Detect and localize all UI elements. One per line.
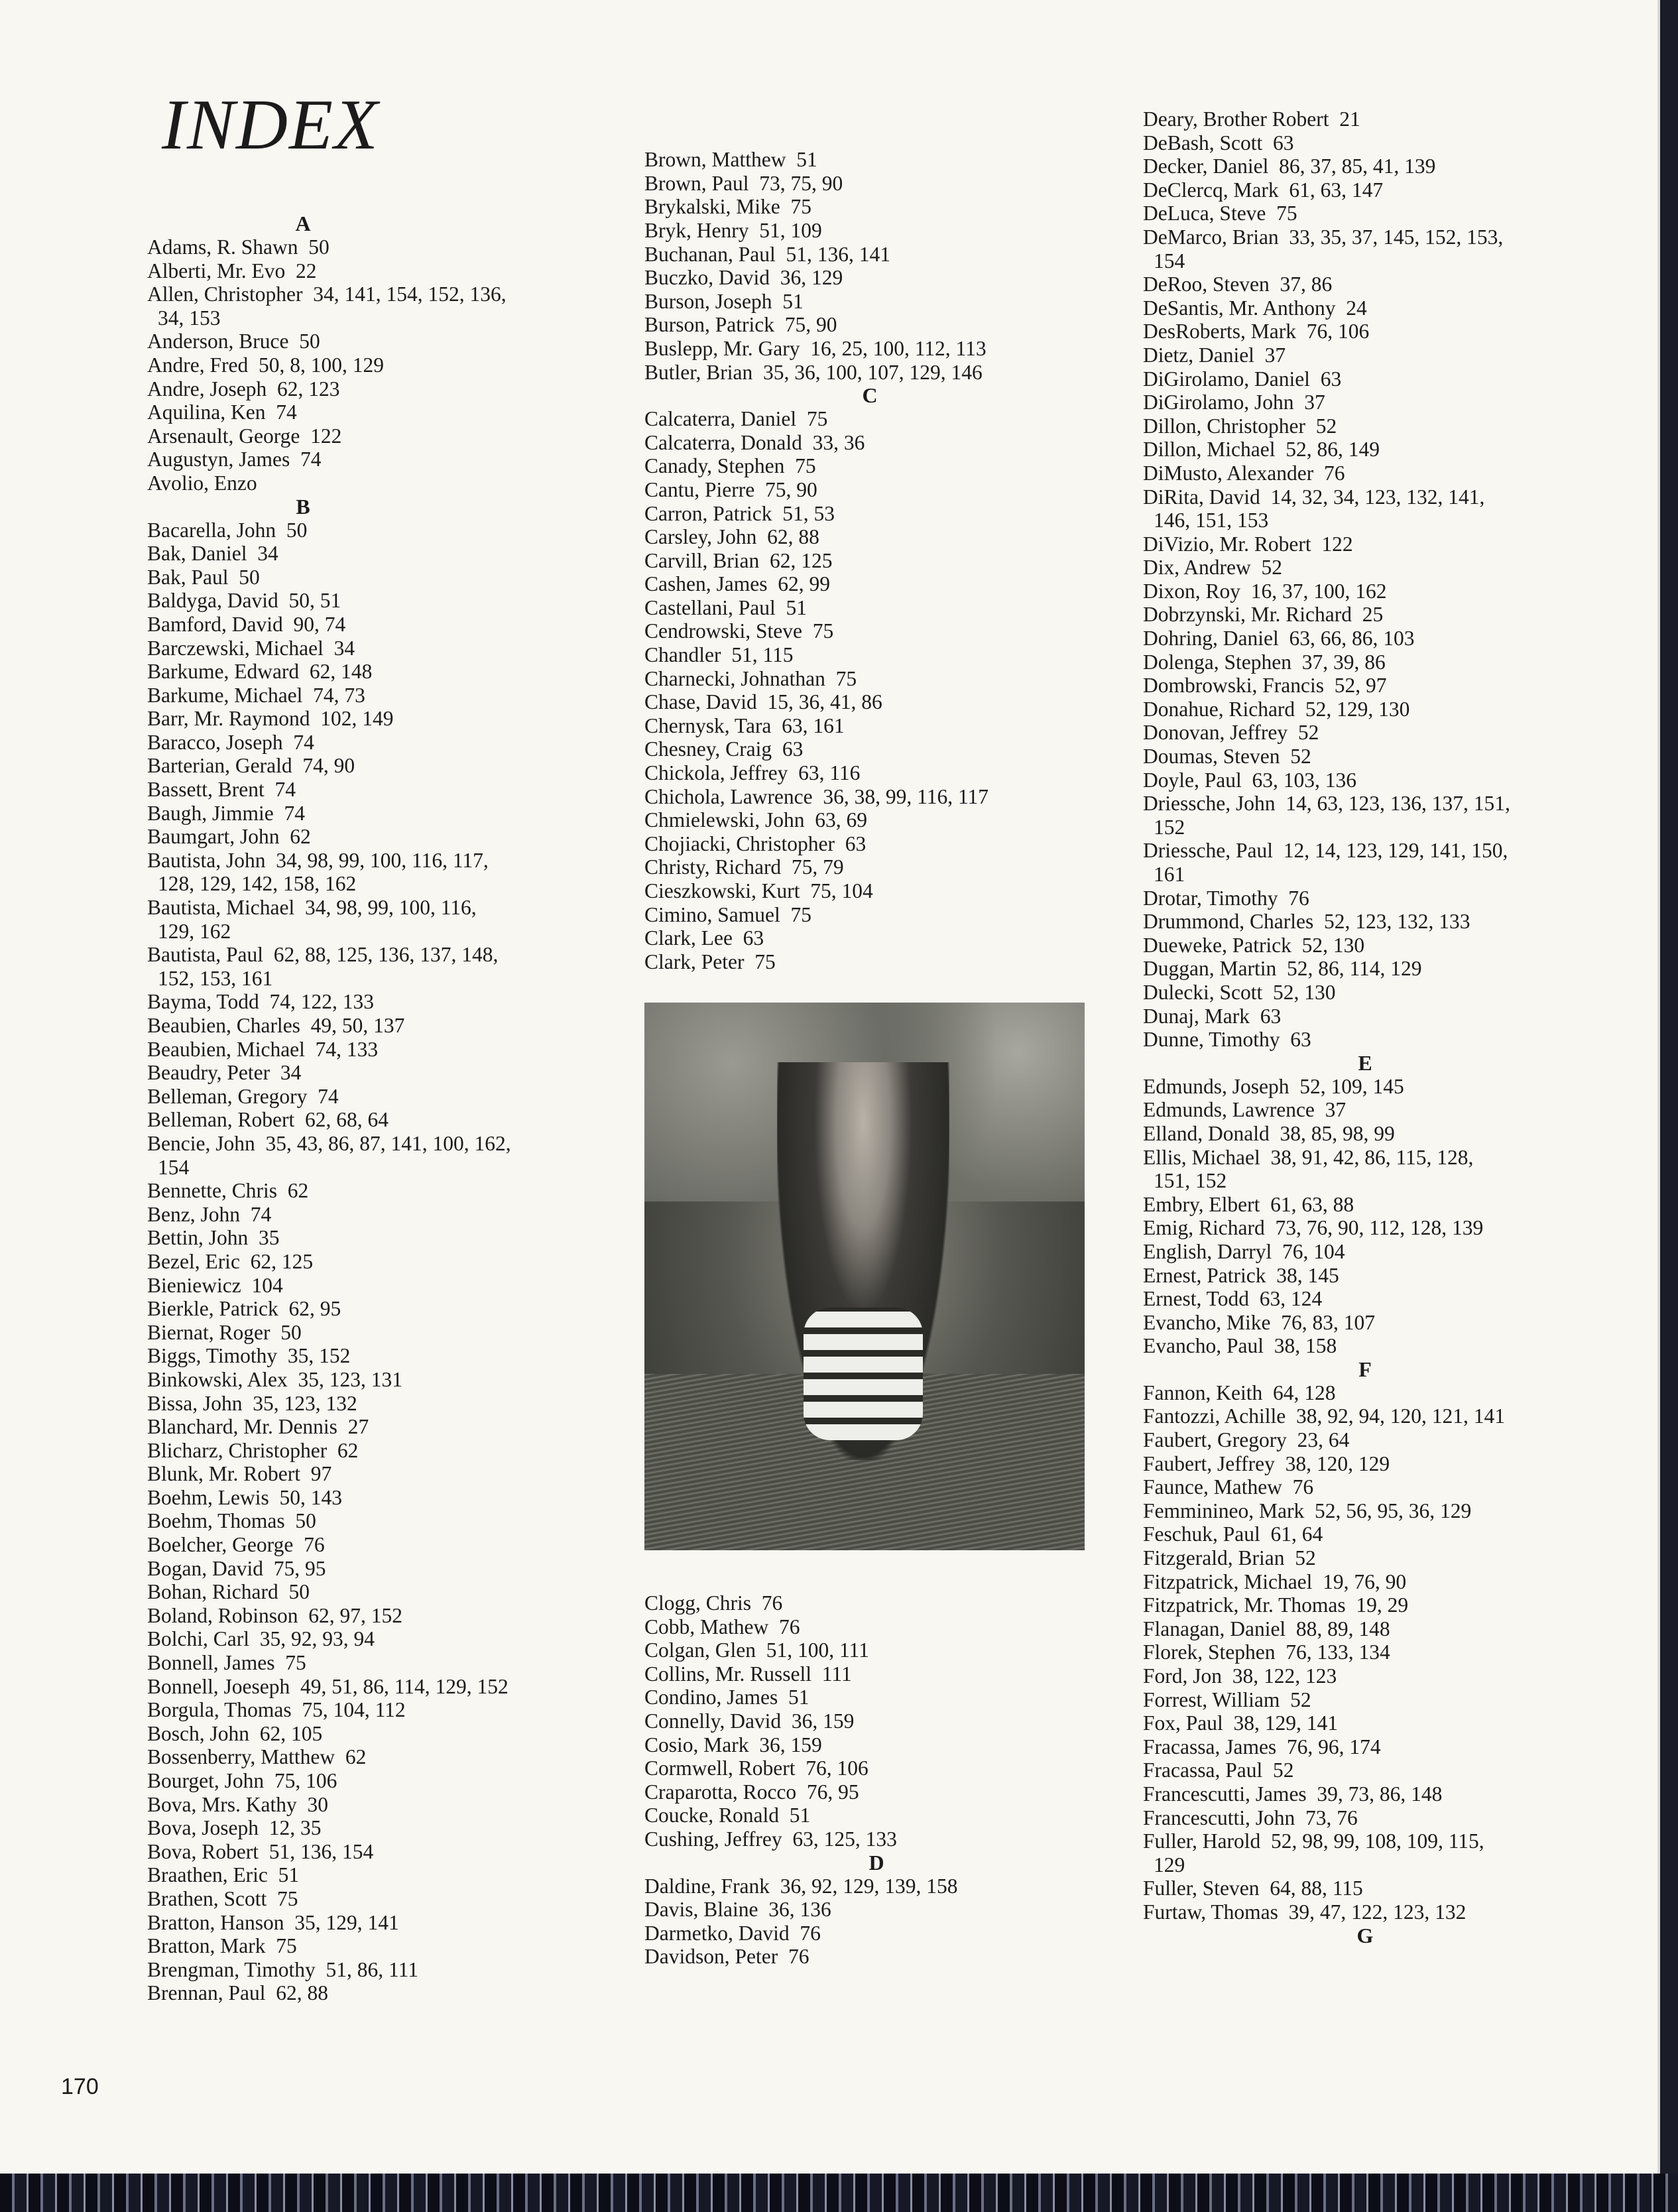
index-entry: Fuller, Harold 52, 98, 99, 108, 109, 115,: [1143, 1829, 1484, 1853]
index-entry: Barr, Mr. Raymond 102, 149: [147, 707, 394, 731]
index-entry: Chase, David 15, 36, 41, 86: [644, 690, 882, 714]
index-entry: Baugh, Jimmie 74: [147, 801, 305, 825]
index-entry: Fox, Paul 38, 129, 141: [1143, 1711, 1339, 1735]
index-entry: Andre, Joseph 62, 123: [147, 377, 340, 400]
index-entry: Bohan, Richard 50: [147, 1580, 310, 1604]
index-entry: English, Darryl 76, 104: [1143, 1239, 1345, 1263]
index-entry-continuation: 146, 151, 153: [1154, 509, 1269, 532]
index-entry: Connelly, David 36, 159: [644, 1709, 855, 1733]
index-entry: Braathen, Eric 51: [147, 1863, 300, 1887]
index-entry: Boehm, Lewis 50, 143: [147, 1485, 342, 1509]
index-entry-continuation: 161: [1154, 863, 1185, 886]
index-entry: Doumas, Steven 52: [1143, 745, 1311, 768]
index-entry: Brown, Matthew 51: [644, 148, 817, 172]
index-entry: Alberti, Mr. Evo 22: [147, 259, 317, 282]
index-entry: Arsenault, George 122: [147, 424, 342, 448]
section-letter: E: [1358, 1050, 1372, 1075]
index-entry-continuation: 152, 153, 161: [158, 966, 273, 990]
index-entry: DiMusto, Alexander 76: [1143, 461, 1345, 485]
index-entry: Dix, Andrew 52: [1143, 556, 1282, 580]
index-entry: DeMarco, Brian 33, 35, 37, 145, 152, 153,: [1143, 225, 1504, 249]
index-entry: Canady, Stephen 75: [644, 454, 816, 478]
index-entry: DeBash, Scott 63: [1143, 131, 1294, 154]
index-entry: Aquilina, Ken 74: [147, 400, 297, 424]
index-entry: Ernest, Patrick 38, 145: [1143, 1263, 1339, 1287]
index-entry: Faunce, Mathew 76: [1143, 1475, 1314, 1499]
index-entry: Cormwell, Robert 76, 106: [644, 1756, 869, 1780]
index-entry: Florek, Stephen 76, 133, 134: [1143, 1640, 1390, 1664]
index-entry: Coucke, Ronald 51: [644, 1804, 811, 1827]
index-entry: Drummond, Charles 52, 123, 132, 133: [1143, 910, 1470, 934]
index-entry: Davis, Blaine 36, 136: [644, 1898, 831, 1922]
index-entry: Christy, Richard 75, 79: [644, 855, 844, 879]
index-entry: Clark, Lee 63: [644, 926, 764, 950]
index-entry: Bennette, Chris 62: [147, 1179, 309, 1203]
index-entry: Edmunds, Lawrence 37: [1143, 1098, 1347, 1122]
index-entry: Belleman, Gregory 74: [147, 1084, 339, 1108]
index-entry: Bezel, Eric 62, 125: [147, 1249, 314, 1273]
index-entry: Dolenga, Stephen 37, 39, 86: [1143, 650, 1386, 674]
index-entry: Boelcher, George 76: [147, 1533, 325, 1557]
index-entry: Beaubien, Charles 49, 50, 137: [147, 1014, 405, 1037]
index-entry: Fantozzi, Achille 38, 92, 94, 120, 121, 141: [1143, 1404, 1505, 1428]
index-entry: Deary, Brother Robert 21: [1143, 107, 1360, 131]
index-entry: Bautista, Michael 34, 98, 99, 100, 116,: [147, 896, 477, 920]
index-entry: DiGirolamo, John 37: [1143, 391, 1325, 414]
striped-socks: [804, 1308, 923, 1440]
index-entry: Faubert, Gregory 23, 64: [1143, 1428, 1350, 1452]
index-entry-continuation: 154: [1154, 249, 1185, 273]
index-entry: Bissa, John 35, 123, 132: [147, 1391, 357, 1415]
index-entry: Cendrowski, Steve 75: [644, 619, 834, 643]
section-letter: F: [1358, 1357, 1372, 1381]
index-entry: Dombrowski, Francis 52, 97: [1143, 674, 1387, 698]
index-entry-continuation: 34, 153: [158, 306, 221, 330]
index-column-1: [147, 212, 611, 2005]
index-entry: Buslepp, Mr. Gary 16, 25, 100, 112, 113: [644, 336, 987, 360]
index-entry: Dueweke, Patrick 52, 130: [1143, 933, 1365, 957]
section-letter: D: [869, 1850, 884, 1874]
index-entry: Bettin, John 35: [147, 1226, 280, 1250]
index-entry: Furtaw, Thomas 39, 47, 122, 123, 132: [1143, 1900, 1467, 1924]
index-entry: Baumgart, John 62: [147, 825, 311, 849]
index-entry: Fracassa, Paul 52: [1143, 1758, 1294, 1782]
index-entry: Fitzpatrick, Michael 19, 76, 90: [1143, 1569, 1407, 1593]
index-entry: Castellani, Paul 51: [644, 595, 807, 619]
page-title: INDEX: [162, 86, 379, 164]
index-entry: Francescutti, John 73, 76: [1143, 1806, 1358, 1829]
index-entry: Emig, Richard 73, 76, 90, 112, 128, 139: [1143, 1216, 1484, 1240]
index-entry: Femminineo, Mark 52, 56, 95, 36, 129: [1143, 1499, 1472, 1522]
index-entry: Flanagan, Daniel 88, 89, 148: [1143, 1617, 1390, 1640]
index-entry: Carron, Patrick 51, 53: [644, 501, 835, 525]
index-entry: Chernysk, Tara 63, 161: [644, 713, 845, 737]
index-entry: Blunk, Mr. Robert 97: [147, 1462, 332, 1486]
index-entry: Augustyn, James 74: [147, 448, 322, 471]
index-entry: Bonnell, James 75: [147, 1651, 306, 1675]
index-entry: Dietz, Daniel 37: [1143, 343, 1286, 367]
index-entry: Boehm, Thomas 50: [147, 1509, 316, 1533]
index-entry: Craparotta, Rocco 76, 95: [644, 1780, 859, 1804]
index-entry: Burson, Patrick 75, 90: [644, 313, 837, 337]
index-entry: DesRoberts, Mark 76, 106: [1143, 320, 1370, 343]
index-column-2-top: [644, 148, 1109, 973]
index-entry: Burson, Joseph 51: [644, 289, 804, 313]
index-entry: Donovan, Jeffrey 52: [1143, 721, 1319, 745]
index-entry: Faubert, Jeffrey 38, 120, 129: [1143, 1451, 1390, 1475]
index-column-2: [644, 101, 1109, 1021]
index-entry: Bieniewicz 104: [147, 1273, 283, 1297]
index-entry: Butler, Brian 35, 36, 100, 107, 129, 146: [644, 360, 983, 384]
index-entry: Belleman, Robert 62, 68, 64: [147, 1108, 389, 1132]
index-entry: DeClercq, Mark 61, 63, 147: [1143, 178, 1384, 202]
index-entry: Francescutti, James 39, 73, 86, 148: [1143, 1782, 1443, 1806]
index-entry: Brennan, Paul 62, 88: [147, 1981, 328, 2005]
index-entry: Allen, Christopher 34, 141, 154, 152, 136,: [147, 282, 507, 306]
index-entry: Chandler 51, 115: [644, 643, 794, 667]
index-entry-continuation: 128, 129, 142, 158, 162: [158, 872, 357, 896]
index-entry: Ellis, Michael 38, 91, 42, 86, 115, 128,: [1143, 1145, 1474, 1169]
index-entry: Daldine, Frank 36, 92, 129, 139, 158: [644, 1874, 958, 1898]
index-entry: Chojiacki, Christopher 63: [644, 831, 867, 855]
index-entry: Cosio, Mark 36, 159: [644, 1733, 822, 1756]
index-entry: Forrest, William 52: [1143, 1688, 1311, 1711]
index-entry-continuation: 152: [1154, 815, 1185, 839]
index-entry: Fitzgerald, Brian 52: [1143, 1546, 1316, 1570]
index-entry: Bacarella, John 50: [147, 518, 308, 542]
index-entry: Ernest, Todd 63, 124: [1143, 1287, 1323, 1311]
index-entry: Blanchard, Mr. Dennis 27: [147, 1415, 369, 1439]
index-entry: DiGirolamo, Daniel 63: [1143, 367, 1342, 391]
index-entry: Elland, Donald 38, 85, 98, 99: [1143, 1121, 1395, 1145]
index-entry: Chickola, Jeffrey 63, 116: [644, 761, 861, 785]
index-entry: Bossenberry, Matthew 62: [147, 1745, 367, 1769]
index-entry: Drotar, Timothy 76: [1143, 886, 1309, 910]
index-entry: Adams, R. Shawn 50: [147, 235, 330, 259]
index-entry: Benz, John 74: [147, 1202, 272, 1226]
index-entry: Chesney, Craig 63: [644, 737, 804, 761]
index-entry: Doyle, Paul 63, 103, 136: [1143, 768, 1356, 792]
index-entry: Carvill, Brian 62, 125: [644, 548, 833, 572]
index-entry: Fracassa, James 76, 96, 174: [1143, 1735, 1381, 1758]
index-entry: DeSantis, Mr. Anthony 24: [1143, 296, 1367, 320]
index-entry: Feschuk, Paul 61, 64: [1143, 1522, 1323, 1546]
index-entry: Cobb, Mathew 76: [644, 1615, 800, 1638]
index-entry: Davidson, Peter 76: [644, 1945, 809, 1969]
index-entry: Barkume, Edward 62, 148: [147, 660, 373, 684]
index-entry: Bautista, John 34, 98, 99, 100, 116, 117,: [147, 848, 489, 872]
index-entry: Colgan, Glen 51, 100, 111: [644, 1638, 869, 1662]
section-letter: G: [1356, 1923, 1374, 1947]
index-entry: Bamford, David 90, 74: [147, 612, 346, 636]
section-letter: A: [295, 212, 311, 235]
index-entry: Boland, Robinson 62, 97, 152: [147, 1603, 403, 1627]
index-entry: DiRita, David 14, 32, 34, 123, 132, 141,: [1143, 485, 1485, 509]
index-entry: Bosch, John 62, 105: [147, 1721, 323, 1745]
index-entry: Bova, Mrs. Kathy 30: [147, 1792, 328, 1816]
index-entry: Fuller, Steven 64, 88, 115: [1143, 1876, 1363, 1900]
index-entry: Dunne, Timothy 63: [1143, 1028, 1311, 1052]
index-entry: Carsley, John 62, 88: [644, 525, 819, 549]
section-letter: C: [862, 383, 878, 408]
index-entry: Bogan, David 75, 95: [147, 1556, 326, 1580]
index-entry-continuation: 129, 162: [158, 919, 231, 943]
index-entry: Darmetko, David 76: [644, 1921, 821, 1945]
index-entry: Anderson, Bruce 50: [147, 330, 320, 353]
scan-edge-band: [0, 2174, 1678, 2212]
index-entry: Evancho, Paul 38, 158: [1143, 1334, 1337, 1358]
index-entry: Baldyga, David 50, 51: [147, 589, 341, 613]
index-entry: Beaudry, Peter 34: [147, 1061, 302, 1085]
index-entry: Bova, Joseph 12, 35: [147, 1816, 322, 1840]
index-entry: Fitzpatrick, Mr. Thomas 19, 29: [1143, 1593, 1409, 1617]
index-entry: Bourget, John 75, 106: [147, 1769, 337, 1792]
index-entry: Cushing, Jeffrey 63, 125, 133: [644, 1827, 897, 1851]
index-entry: Bova, Robert 51, 136, 154: [147, 1839, 374, 1863]
index-entry: Biernat, Roger 50: [147, 1320, 302, 1344]
page-number: 170: [61, 2074, 99, 2099]
index-entry: DeRoo, Steven 37, 86: [1143, 273, 1333, 296]
section-letter: B: [296, 494, 310, 519]
index-entry: Dobrzynski, Mr. Richard 25: [1143, 603, 1384, 627]
index-entry: Bratton, Mark 75: [147, 1934, 297, 1958]
index-entry: Bassett, Brent 74: [147, 778, 296, 802]
index-entry: Clark, Peter 75: [644, 950, 776, 973]
athlete-photo: [644, 1003, 1085, 1550]
index-entry: Bierkle, Patrick 62, 95: [147, 1297, 341, 1321]
index-entry: Barkume, Michael 74, 73: [147, 683, 365, 707]
index-entry: Bak, Paul 50: [147, 565, 260, 589]
index-entry: Donahue, Richard 52, 129, 130: [1143, 697, 1410, 721]
index-entry: Andre, Fred 50, 8, 100, 129: [147, 353, 384, 377]
index-entry: Borgula, Thomas 75, 104, 112: [147, 1698, 406, 1722]
index-entry: Dohring, Daniel 63, 66, 86, 103: [1143, 627, 1415, 650]
index-entry: Clogg, Chris 76: [644, 1591, 783, 1615]
index-entry: Biggs, Timothy 35, 152: [147, 1344, 351, 1368]
index-entry: Cashen, James 62, 99: [644, 572, 830, 596]
index-entry: Calcaterra, Donald 33, 36: [644, 430, 865, 454]
index-entry-continuation: 151, 152: [1154, 1169, 1227, 1193]
index-entry: Chichola, Lawrence 36, 38, 99, 116, 117: [644, 784, 989, 808]
index-entry: Binkowski, Alex 35, 123, 131: [147, 1367, 403, 1391]
index-entry: DiVizio, Mr. Robert 122: [1143, 532, 1353, 556]
index-entry: Bratton, Hanson 35, 129, 141: [147, 1910, 399, 1934]
index-entry: Embry, Elbert 61, 63, 88: [1143, 1192, 1354, 1216]
index-entry: Bolchi, Carl 35, 92, 93, 94: [147, 1627, 375, 1651]
index-entry: Cieszkowski, Kurt 75, 104: [644, 879, 873, 902]
index-entry: Bak, Daniel 34: [147, 542, 278, 566]
index-entry: Bautista, Paul 62, 88, 125, 136, 137, 148,: [147, 943, 499, 967]
index-entry-continuation: 129: [1154, 1853, 1185, 1876]
index-entry: Ford, Jon 38, 122, 123: [1143, 1664, 1337, 1688]
index-entry: Cimino, Samuel 75: [644, 902, 811, 926]
index-entry: Dulecki, Scott 52, 130: [1143, 980, 1336, 1004]
index-entry: Condino, James 51: [644, 1686, 809, 1709]
index-entry: Bayma, Todd 74, 122, 133: [147, 990, 374, 1014]
index-entry: Brathen, Scott 75: [147, 1886, 298, 1910]
index-entry: Buczko, David 36, 129: [644, 266, 843, 290]
index-column-3: [1143, 107, 1607, 1947]
index-entry: DeLuca, Steve 75: [1143, 202, 1297, 225]
index-entry: Dunaj, Mark 63: [1143, 1004, 1282, 1028]
index-entry: Dillon, Michael 52, 86, 149: [1143, 438, 1380, 461]
index-entry: Barterian, Gerald 74, 90: [147, 754, 355, 778]
index-entry: Edmunds, Joseph 52, 109, 145: [1143, 1074, 1404, 1098]
index-entry: Buchanan, Paul 51, 136, 141: [644, 242, 890, 266]
index-entry: Collins, Mr. Russell 111: [644, 1662, 852, 1686]
index-entry-continuation: 154: [158, 1155, 190, 1179]
index-entry: Avolio, Enzo: [147, 471, 257, 495]
index-entry: Fannon, Keith 64, 128: [1143, 1381, 1336, 1404]
index-entry: Brykalski, Mike 75: [644, 195, 811, 219]
index-entry: Decker, Daniel 86, 37, 85, 41, 139: [1143, 154, 1436, 178]
index-entry: Duggan, Martin 52, 86, 114, 129: [1143, 957, 1422, 981]
index-entry: Cantu, Pierre 75, 90: [644, 477, 817, 501]
index-entry: Beaubien, Michael 74, 133: [147, 1037, 379, 1061]
index-entry: Brown, Paul 73, 75, 90: [644, 171, 843, 195]
index-entry: Blicharz, Christopher 62: [147, 1438, 359, 1462]
index-entry: Dixon, Roy 16, 37, 100, 162: [1143, 579, 1387, 603]
index-entry: Bonnell, Joeseph 49, 51, 86, 114, 129, 152: [147, 1674, 509, 1698]
index-entry: Bryk, Henry 51, 109: [644, 218, 822, 242]
index-entry: Chmielewski, John 63, 69: [644, 808, 867, 832]
index-entry: Dillon, Christopher 52: [1143, 414, 1337, 438]
index-entry: Driessche, John 14, 63, 123, 136, 137, 151,: [1143, 792, 1510, 816]
index-entry: Bencie, John 35, 43, 86, 87, 141, 100, 162,: [147, 1131, 511, 1155]
index-entry: Baracco, Joseph 74: [147, 730, 314, 754]
index-column-2-bottom: [644, 1591, 1109, 1969]
index-entry: Calcaterra, Daniel 75: [644, 407, 828, 431]
index-entry: Charnecki, Johnathan 75: [644, 666, 857, 690]
index-entry: Driessche, Paul 12, 14, 123, 129, 141, 150,: [1143, 839, 1508, 863]
index-entry: Evancho, Mike 76, 83, 107: [1143, 1310, 1375, 1334]
index-entry: Brengman, Timothy 51, 86, 111: [147, 1957, 418, 1981]
index-entry: Barczewski, Michael 34: [147, 636, 355, 660]
